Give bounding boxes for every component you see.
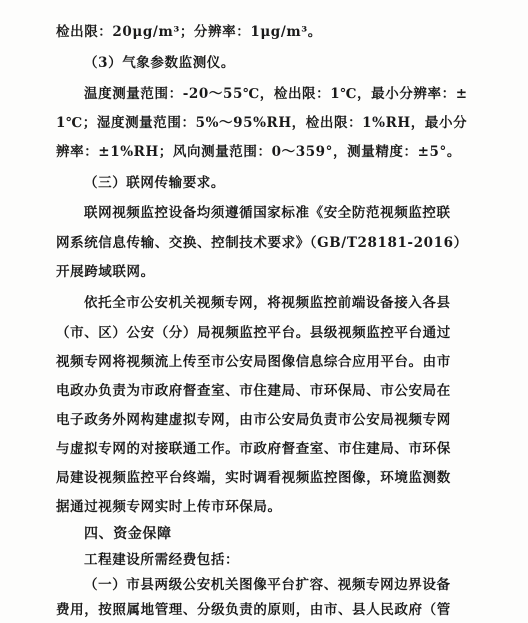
text-line: 辨率：±1%RH；风向测量范围：0～359°，测量精度：±5°。: [56, 144, 461, 160]
text-line: （一）市县两级公安机关图像平台扩容、视频专网边界设备: [84, 577, 451, 593]
text-line: （市、区）公安（分）局视频监控平台。县级视频监控平台通过: [56, 325, 451, 341]
text-line: 依托全市公安机关视频专网，将视频监控前端设备接入各县: [84, 295, 451, 311]
text-line: 局建设视频监控平台终端，实时调看视频监控图像，环境监测数: [56, 470, 451, 486]
subsection-heading: （3）气象参数监测仪。: [84, 55, 235, 71]
section-heading: 四、资金保障: [84, 526, 172, 542]
text-line: 开展跨域联网。: [56, 264, 155, 280]
text-line: 与虚拟专网的对接联通工作。市政府督查室、市住建局、市环保: [56, 441, 451, 457]
text-line: 网系统信息传输、交换、控制技术要求》（GB/T28181-2016）: [56, 235, 468, 251]
text-line: 联网视频监控设备均须遵循国家标准《安全防范视频监控联: [84, 205, 451, 221]
text-line: 检出限：20μg/m³；分辨率：1μg/m³。: [56, 24, 322, 40]
text-line: 电政办负责为市政府督查室、市住建局、市环保局、市公安局在: [56, 383, 451, 399]
text-line: 工程建设所需经费包括：: [84, 552, 240, 568]
text-line: 1℃；湿度测量范围：5%～95%RH，检出限：1%RH，最小分: [56, 115, 468, 131]
text-line: 温度测量范围：-20～55℃，检出限：1℃，最小分辨率：±: [84, 86, 468, 102]
text-line: 据通过视频专网实时上传市环保局。: [56, 499, 282, 515]
text-line: 电子政务外网构建虚拟专网，由市公安局负责市公安局视频专网: [56, 412, 451, 428]
text-line: 视频专网将视频流上传至市公安局图像信息综合应用平台。由市: [56, 354, 451, 370]
subsection-heading: （三）联网传输要求。: [84, 175, 225, 191]
text-line: 费用，按照属地管理、分级负责的原则，由市、县人民政府（管: [56, 602, 451, 618]
